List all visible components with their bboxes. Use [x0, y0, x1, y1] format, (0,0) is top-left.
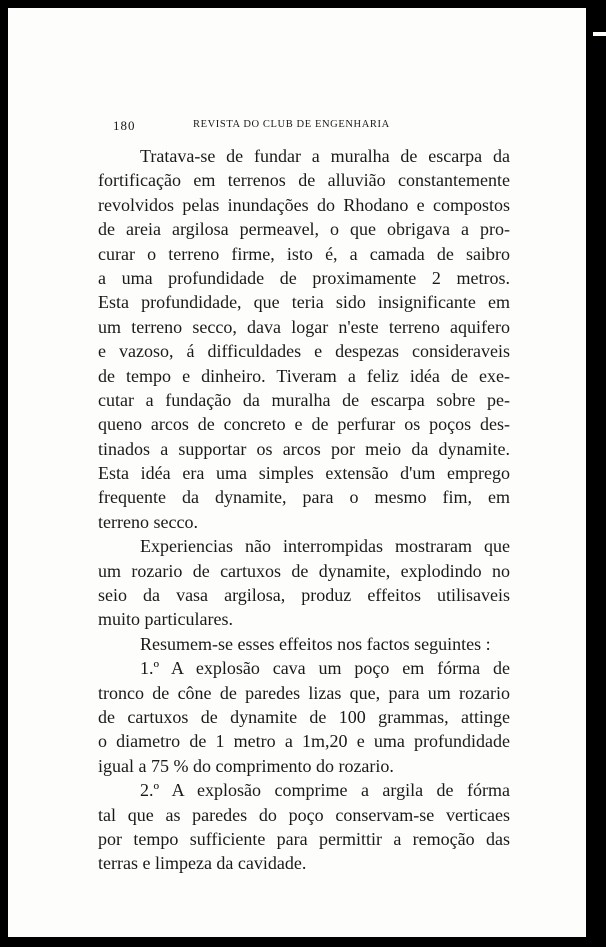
- text-line: terras e limpeza da cavidade.: [98, 853, 307, 874]
- text-line: Resumem-se esses effeitos nos factos seguintes :: [140, 633, 491, 654]
- text-line: o diametro de 1 metro a 1m,20 e uma profundidade: [98, 731, 510, 752]
- body-text: [98, 144, 510, 876]
- text-line: tronco de cône de paredes lizas que, para um rozario: [98, 682, 510, 703]
- text-line: fortificação em terrenos de alluvião constantemente: [98, 170, 510, 191]
- text-line: 1.º A explosão cava um poço em fórma de: [140, 658, 510, 679]
- text-line: um terreno secco, dava logar n'este terreno aquifero: [98, 316, 510, 337]
- text-line: a uma profundidade de proximamente 2 metros.: [98, 267, 510, 288]
- text-line: seio da vasa argilosa, produz effeitos utilisaveis: [98, 585, 510, 606]
- text-line: de cartuxos de dynamite de 100 grammas, attinge: [98, 706, 510, 727]
- text-line: 2.º A explosão comprime a argila de fórma: [140, 780, 510, 801]
- text-line: tal que as paredes do poço conservam-se verticaes: [98, 804, 510, 825]
- text-line: de areia argilosa permeavel, o que obrigava a pro-: [98, 219, 510, 240]
- running-title: REVISTA DO CLUB DE ENGENHARIA: [193, 119, 390, 130]
- text-line: curar o terreno firme, isto é, a camada de saibro: [98, 243, 510, 264]
- text-line: Esta idéa era uma simples extensão d'um emprego: [98, 463, 510, 484]
- text-line: tinados a supportar os arcos por meio da dynamite.: [98, 438, 510, 459]
- text-line: muito particulares.: [98, 609, 233, 630]
- text-line: queno arcos de concreto e de perfurar os poços des-: [98, 414, 510, 435]
- text-line: frequente da dynamite, para o mesmo fim, em: [98, 487, 510, 508]
- text-line: terreno secco.: [98, 511, 198, 532]
- page-header: [113, 118, 508, 138]
- text-line: por tempo sufficiente para permittir a remoção das: [98, 828, 510, 849]
- text-line: cutar a fundação da muralha de escarpa sobre pe-: [98, 389, 510, 410]
- text-line: um rozario de cartuxos de dynamite, explodindo no: [98, 560, 510, 581]
- text-line: Experiencias não interrompidas mostraram que: [140, 536, 510, 557]
- text-line: Tratava-se de fundar a muralha de escarpa da: [140, 146, 510, 166]
- page-number: 180: [113, 118, 136, 133]
- text-line: Esta profundidade, que teria sido insignificante em: [98, 292, 510, 313]
- page-edge-mark: [593, 32, 606, 36]
- text-line: de tempo e dinheiro. Tiveram a feliz idéa de exe-: [98, 365, 510, 386]
- text-line: e vazoso, á difficuldades e despezas consideraveis: [98, 341, 510, 362]
- text-line: igual a 75 % do comprimento do rozario.: [98, 755, 394, 776]
- text-line: revolvidos pelas inundações do Rhodano e compostos: [98, 194, 510, 215]
